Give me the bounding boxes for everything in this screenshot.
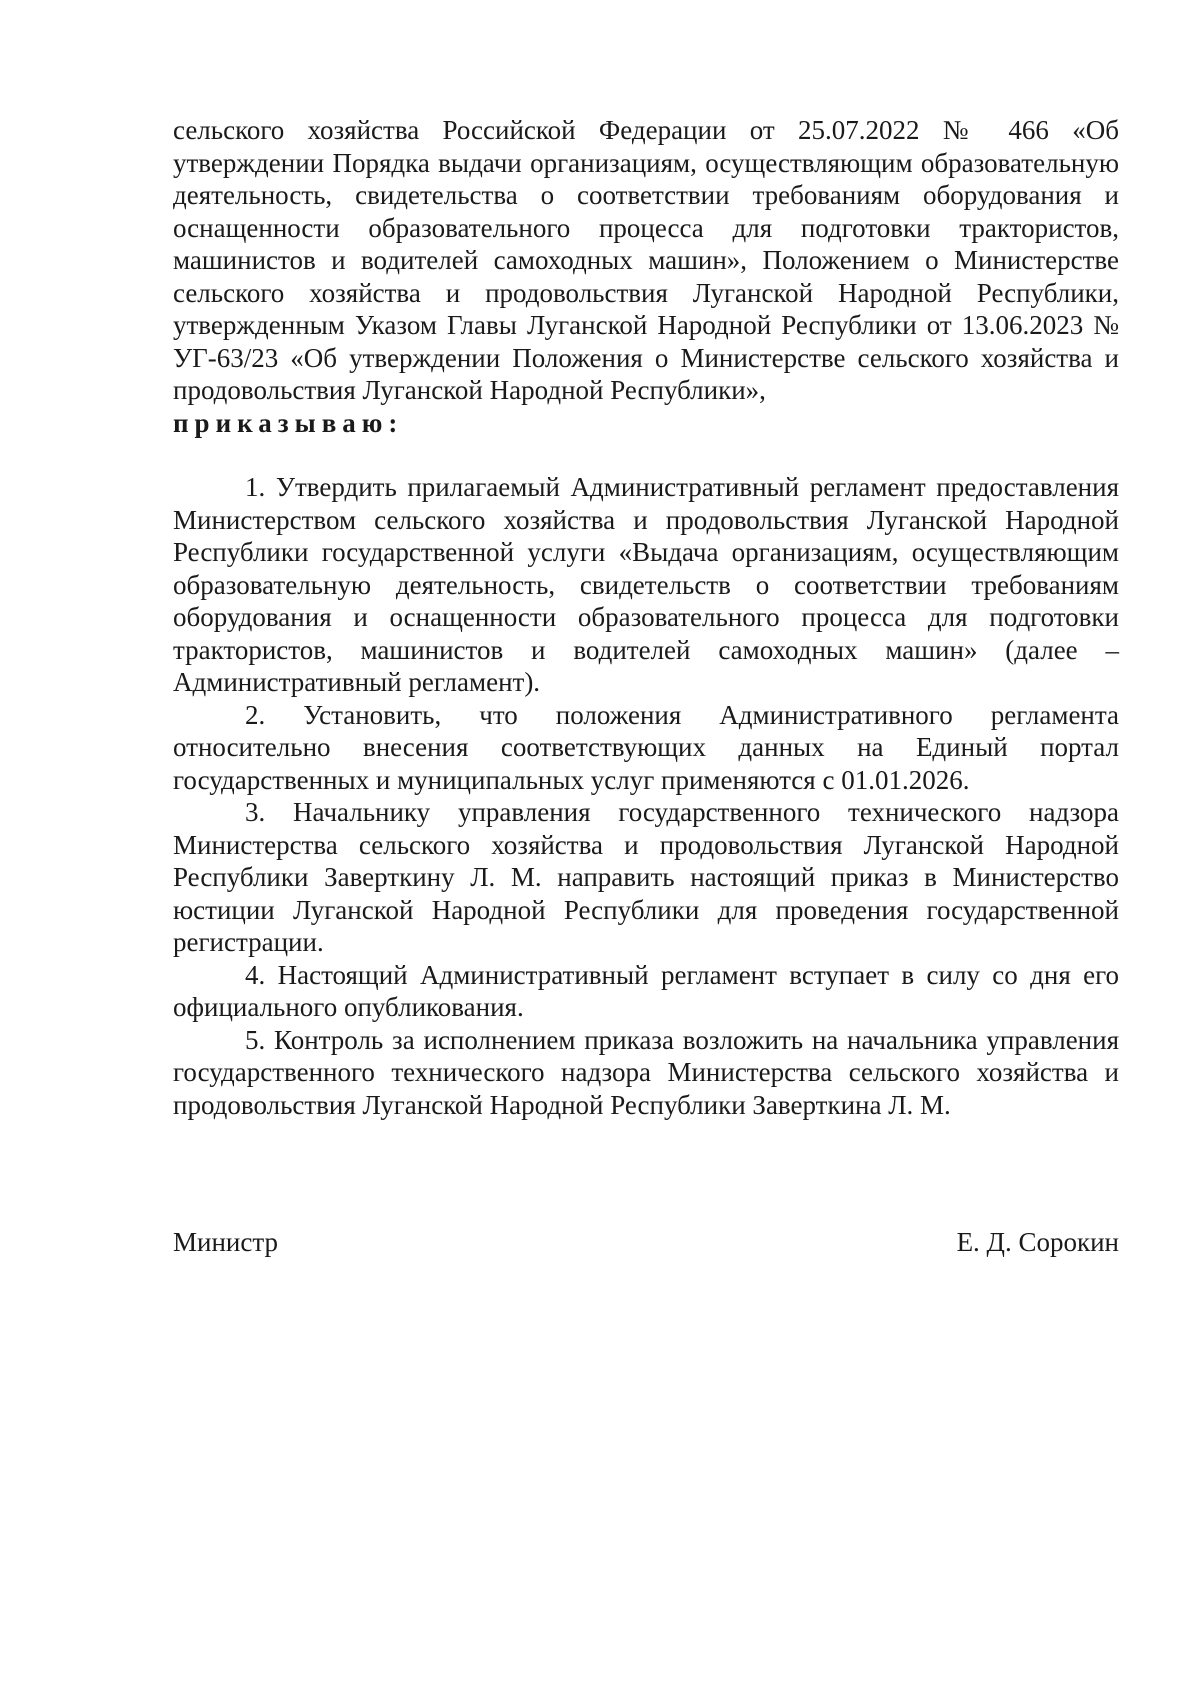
signatory-position: Министр <box>173 1227 278 1257</box>
order-item-4: 4. Настоящий Административный регламент вступает в силу со дня его официального опубликования. <box>173 959 1119 1022</box>
document-body <box>173 114 1119 1121</box>
preamble-paragraph: сельского хозяйства Российской Федерации от 25.07.2022 № 466 «Об утверждении Порядка выдачи организациям, осуществляющим образовательную деятельность, свидетельства о соответствии требованиям оборудования и оснащенности образовательного процесса для подготовки трактористов, машинистов и водителей самоходных машин», Положением о Министерстве сельского хозяйства и продовольствия Луганской Народной Республики, утвержденным Указом Главы Луганской Народной Республики от 13.06.2023 № УГ-63/23 «Об утверждении Положения о Министерстве сельского хозяйства и продовольствия Луганской Народной Республики», <box>173 115 1119 405</box>
paragraph-gap <box>173 439 1119 471</box>
order-word: приказываю: <box>173 407 404 438</box>
order-item-2: 2. Установить, что положения Административного регламента относительно внесения соответствующих данных на Единый портал государственных и муниципальных услуг применяются с 01.01.2026. <box>173 699 1119 795</box>
order-item-3: 3. Начальнику управления государственного технического надзора Министерства сельского хозяйства и продовольствия Луганской Народной Республики Заверткину Л. М. направить настоящий приказ в Министерство юстиции Луганской Народной Республики для проведения государственной регистрации. <box>173 797 1119 957</box>
signature-block <box>173 1226 1119 1259</box>
order-item-1: 1. Утвердить прилагаемый Административный регламент предоставления Министерством сельского хозяйства и продовольствия Луганской Народной Республики государственной услуги «Выдача организациям, осуществляющим образовательную деятельность, свидетельств о соответствии требованиям оборудования и оснащенности образовательного процесса для подготовки трактористов, машинистов и водителей самоходных машин» (далее – Административный регламент). <box>173 472 1119 697</box>
order-item-5: 5. Контроль за исполнением приказа возложить на начальника управления государственного технического надзора Министерства сельского хозяйства и продовольствия Луганской Народной Республики Заверткина Л. М. <box>173 1024 1119 1120</box>
signatory-name: Е. Д. Сорокин <box>956 1227 1119 1257</box>
